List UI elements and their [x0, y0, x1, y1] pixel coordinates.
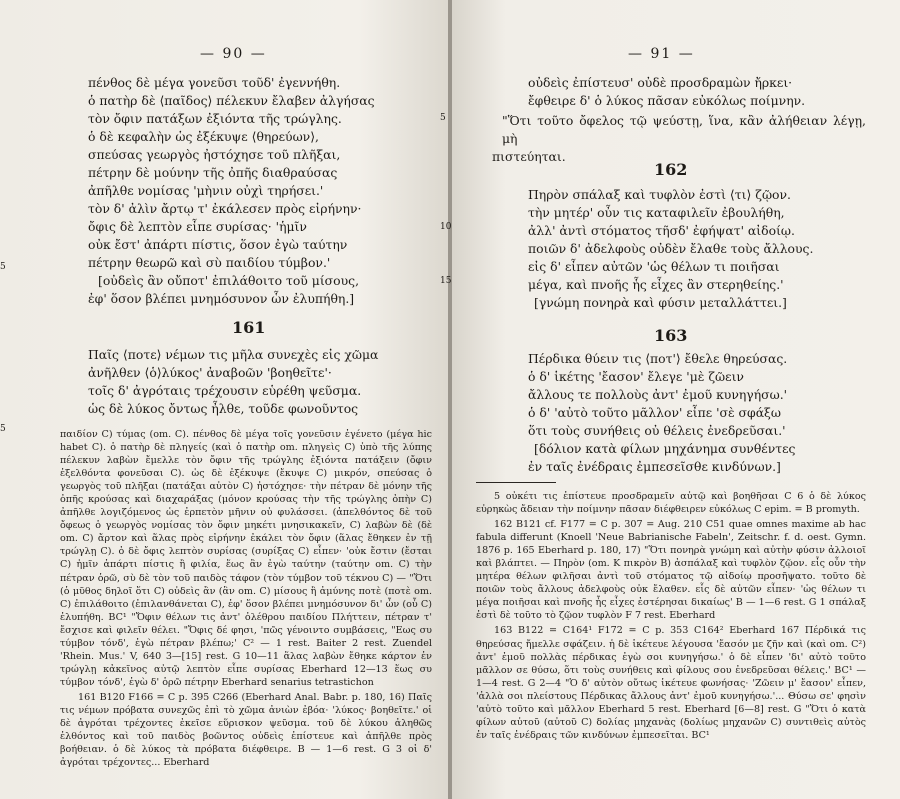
verse-line: ὡς δὲ λύκος ὄντως ἦλθε, τοῦδε φωνοῦντος: [88, 401, 359, 416]
verse-line: εἰς δ' εἶπεν αὐτῶν 'ὡς θέλων τι ποιῆσαι: [528, 259, 780, 274]
apparatus-rule: [476, 482, 556, 483]
verse-line: τὴν μητέρ' οὖν τις καταφιλεῖν ἐβουλήθη,: [528, 205, 785, 220]
promythium: [492, 112, 866, 166]
verse-line: Παῖς ⟨ποτε⟩ νέμων τις μῆλα συνεχὲς εἰς χῶμα: [88, 347, 379, 362]
apparatus-paragraph: 163 B122 = C164¹ F172 = C p. 353 C164² Eberhard 167 Πέρδικά τις θηρεύσας ἤμελλε σφάζειν. ἡ δὲ ἱκέτευε λέγουσα 'ἔασόν με ζῆν καὶ (καὶ om. C²) ἀντ' ἐμοῦ πολλὰς πέρδικας ἐγὼ σοι κυνηγήσω.' ὁ δὲ εἶπεν 'δι' αὐτὸ τοῦτο μᾶλλον σε θύσω, ὅτι τοὺς συνήθεις καὶ φίλους σου ἐνεδρεῦσαι θέλεις.' BC¹ — 1—4 rest. G 2—4 "Ὁ δ' αὐτὸν οὔτως ἱκέτευε φωνήσας· 'Ζῶειν μ' ἔασον' εἶπεν, 'ἀλλὰ σοι πλείστους Πέρδικας ἄλλους ἀντ' ἐμοῦ κυνηγήσω.'... Θύσω σε' φησὶν 'αὐτὸ τοῦτο καὶ μᾶλλον Eberhard 5 rest. Eberhard [6—8] rest. G "Ὅτι ὁ κατὰ φίλων αὐτοῦ (αὐτοῦ C) δολίας μηχανὰς (δολίως μηχανῶν C) συντιθεὶς αὐτὸς ἐν ταῖς ἐνέδραις τῶν κινδύνων ἐμπεσεῖται. BC¹: [476, 625, 866, 741]
line-number: 5: [0, 424, 6, 434]
verse-line: ἀπῆλθε νομίσας 'μὴνιν οὐχὶ τηρήσει.': [88, 183, 324, 198]
line-number: 5: [0, 262, 6, 272]
page-number: — 91 —: [628, 46, 695, 62]
fable-number: 163: [654, 326, 688, 345]
verse-line: οὐδεὶς ἐπίστευσ' οὐδὲ προσδραμὼν ἤρκει·: [528, 75, 793, 90]
verse-line: ἀνῆλθεν ⟨ὁ⟩λύκος' ἀναβοῶν 'βοηθεῖτε'·: [88, 365, 332, 380]
verse-line: πέτρην δὲ μούνην τῆς ὀπῆς διαθραύσας: [88, 165, 338, 180]
verse-line: ὁ δ' 'αὐτὸ τοῦτο μᾶλλον' εἶπε 'σὲ σφάξω: [528, 405, 781, 420]
verse-line: ποιῶν δ' ἀδελφοὺς οὐδὲν ἔλαθε τοὺς ἄλλους.: [528, 241, 814, 256]
verse-block-top: [88, 74, 375, 308]
line-number: 15: [440, 276, 452, 286]
verse-line: ἔφθειρε δ' ὁ λύκος πᾶσαν εὐκόλως ποίμνην.: [528, 93, 806, 108]
verse-line: τοῖς δ' ἀγρόταις τρέχουσιν εὑρέθη ψεῦσμα.: [88, 383, 362, 398]
verse-line: πέτρην θεωρῶ καὶ σὺ παιδίου τύμβον.': [88, 255, 331, 270]
epimythium-line: [οὐδεὶς ἂν οὔποτ' ἐπιλάθοιτο τοῦ μίσους,: [98, 273, 360, 288]
verse-block-top-right: [528, 74, 805, 110]
apparatus-paragraph: παιδίον C) τύμας (om. C). πένθος δὲ μέγα τοῖς γονεῦσιν ἐγένετο (μέγα hic habet C). ὁ πατὴρ δὲ πληγείς (καὶ ὁ πατὴρ om. πληγεὶς C) ὑπὸ τῆς λύπης πέλεκυν λαβὼν ἔμελλε τὸν ὄφιν τῆς τρώγλης ἐξιόντα πατάξειν (ὄφιν ἐξελθόντα φονεῦσαι C). ὡς δὲ ἐξέκυψε (ἔκυψε C) μικρόν, σπεύσας ὁ γεωργὸς τοῦ πλῆξαι (πατάξαι αὐτὸν C) ἠστόχησε· τὴν πέτραν δὲ μόνην τῆς ὀπῆς κρούσας καὶ διαχαράξας (μόνον κρούσας τὴν τῆς τρώγλης ὀπὴν C) ἀπῆλθε λογιζόμενος ὡς ἐρπετὸν μῆνιν οὐ φυλάσσει. (ἀπελθόντος δὲ τοῦ ὄφεως ὁ γεωργὸς νομίσας τὸν ὄφιν μηκέτι μνησικακεῖν, C) λαβὼν δὲ (δὲ om. C) ἄρτον καὶ ἅλας πρὸς εἰρήνην ἐκάλει τὸν ὄφιν (ἅλας ἔθηκεν ἐν τῇ τρώγλῃ C). ὁ δὲ ὄφις λεπτὸν συρίσας (συρίξας C) εἶπεν· 'οὐκ ἔστιν (ἔσται C) ἡμῖν ἀπάρτι πίστις ἢ φιλία, ἕως ἂν ἐγὼ ταύτην (ταύτην om. C) τὴν πέτραν ὁρῶ, σὺ δὲ τὸν τοῦ παιδὸς τάφον (τὸν τύμβον τοῦ τέκνου C) — "Ὅτι (ὁ μῦθος δηλοῖ ὅτι C) οὐδεὶς ἂν (ἂν om. C) μίσους ἢ ἀμύνης ποτὲ (ποτὲ om. C) ἐπιλάθοιτο (ἐπιλανθάνεται C), ἐφ' ὅσον βλέπει μνημόσυνον δι' ὧν (οὗ C) ἐλυπήθη. BC¹ "Ὄφιν θέλων τις ἀντ' ὀλέθρου παιδίου Πλήττειν, πέτραν τ' ἔσχισε καὶ φιλεῖν θέλει. "Ὄφις δέ φησι, 'πῶς γένοιντο συμβάσεις, "Εως συ τύμβον τόνδ', ἐγὼ πέτραν βλέπω;' C² — 1 rest. Baiter 2 rest. Zuendel 'Rhein. Mus.' V, 640 3—[15] rest. G 10—11 ἅλας λαβὼν ἔθηκε κάρτον ἐν τρώγλῃ κἀκεῖνος αὐτῷ λεπτὸν εἶπε συρίσας Eberhard 12—13 ἕως συ τύμβον τόνδ', ἐγὼ δ' ὁρῶ πέτρην Eberhard senarius tetrastichon: [60, 429, 432, 688]
apparatus-paragraph: 161 B120 F166 = C p. 395 C266 (Eberhard Anal. Babr. p. 180, 16) Παῖς τις νέμων πρόβατα συνεχῶς ἐπὶ τὸ χῶμα ἀνιὼν ἐβόα· 'λύκος· βοηθεῖτε.' οἱ δὲ ἀγρόται τρέχοντες ἐκεῖσε εὕρισκον ψεῦσμα. τοῦ δὲ λύκου ἀληθῶς ἐλθόντος καὶ τοῦ παιδὸς βοῶντος οὐδεὶς ἐπίστευε καὶ ἀπῆλθε πρὸς βοήθειαν. ὁ δὲ λύκος τὰ πρόβατα διέφθειρε. B — 1—6 rest. G 3 οἱ δ' ἀγρόται τρέχοντες... Eberhard: [60, 691, 432, 769]
verse-line: πένθος δὲ μέγα γονεῦσι τοῦδ' ἐγεννήθη.: [88, 75, 341, 90]
epimythium-line: [δόλιον κατὰ φίλων μηχάνημα συνθέντες: [534, 441, 796, 456]
verse-block-162: [528, 186, 813, 312]
verse-line: Πηρὸν σπάλαξ καὶ τυφλὸν ἐστὶ ⟨τι⟩ ζῷον.: [528, 187, 791, 202]
verse-line: τὸν δ' ἀλὶν ἄρτῳ τ' ἐκάλεσεν πρὸς εἰρήνην·: [88, 201, 362, 216]
verse-line: ὄφις δὲ λεπτὸν εἶπε συρίσας· 'ἡμῖν: [88, 219, 307, 234]
line-number: 5: [440, 113, 446, 123]
verse-block-161: [88, 346, 378, 418]
epimythium-line: [γνώμη πονηρὰ καὶ φύσιν μεταλλάττει.]: [534, 295, 787, 310]
verse-line: σπεύσας γεωργὸς ἠστόχησε τοῦ πλῆξαι,: [88, 147, 341, 162]
verse-line: ἀλλ' ἀντὶ στόματος τῆσδ' ἐφήψατ' αἰδοίῳ.: [528, 223, 795, 238]
verse-line: μέγα, καὶ πνοῆς ἧς εἶχες ἂν στερηθείης.': [528, 277, 784, 292]
fable-number: 161: [232, 318, 266, 337]
verse-line: ὁ δ' ἱκέτης 'ἔασον' ἔλεγε 'μὲ ζῶειν: [528, 369, 744, 384]
critical-apparatus: [60, 428, 432, 769]
apparatus-paragraph: 162 B121 cf. F177 = C p. 307 = Aug. 210 C51 quae omnes maxime ab hac fabula differunt (Knoell 'Neue Babrianische Fabeln', Zeitschr. f. d. oest. Gymn. 1876 p. 165 Eberhard p. 180, 17) "Ὅτι πονηρὰ γνώμη καὶ αὐτὴν φύσιν ἀλλοιοῖ καὶ βλάπτει. — Πηρὸν (om. K πικρὸν B) ἀσπάλαξ καὶ τυφλὸν ζῷον. εἷς οὖν τὴν μητέρα θέλων φιλῆσαι ἀντὶ τοῦ στόματος τῷ αἰδοίῳ προσῆψατο. τοῦτο δὲ ποιῶν τοὺς ἄλλους ἀδελφοὺς οὐκ ἔλαθεν. εἷς δὲ αὐτῶν εἶπεν· 'ὡς θέλων τι μέγα ποιῆσαι καὶ πνοῆς ἧς εἶχες ἐστέρησαι δικαίως' B — 1—6 rest. G 1 σπάλαξ ἐστὶ δὲ τοῦτο τὸ ζῷον τυφλὸν F 7 rest. Eberhard: [476, 519, 866, 622]
verse-line: ἄλλους τε πολλοὺς ἀντ' ἐμοῦ κυνηγήσω.': [528, 387, 788, 402]
verse-block-163: [528, 350, 795, 476]
epimythium-line: ἐν ταῖς ἐνέδραις ἐμπεσεῖσθε κινδύνων.]: [528, 459, 781, 474]
prose-line: "Ὅτι τοῦτο ὄφελος τῷ ψεύστῃ, ἵνα, κἂν ἀλήθειαν λέγῃ, μὴ: [502, 113, 866, 146]
critical-apparatus: [476, 490, 866, 742]
verse-line: οὐκ ἔστ' ἀπάρτι πίστις, ὅσον ἐγὼ ταύτην: [88, 237, 348, 252]
apparatus-paragraph: 5 οὐκέτι τις ἐπίστευε προσδραμεῖν αὐτῷ καὶ βοηθῆσαι C 6 ὁ δὲ λύκος εὐρηκὼς ἄδειαν τὴν ποίμνην πᾶσαν διέφθειρεν εὐκόλως C epim. = B promyth.: [476, 491, 866, 516]
prose-line: πιστεύηται.: [492, 149, 566, 164]
line-number: 10: [440, 222, 452, 232]
verse-line: Πέρδικα θύειν τις ⟨ποτ'⟩ ἔθελε θηρεύσας.: [528, 351, 788, 366]
verse-line: ὁ πατὴρ δὲ ⟨παῖδος⟩ πέλεκυν ἔλαβεν ἀλγήσας: [88, 93, 375, 108]
page-number: — 90 —: [200, 46, 267, 62]
verse-line: ὅτι τοὺς συνήθεις οὐ θέλεις ἐνεδρεῦσαι.': [528, 423, 786, 438]
fable-number: 162: [654, 160, 688, 179]
verse-line: τὸν ὄφιν πατάξων ἐξιόντα τῆς τρώγλης.: [88, 111, 342, 126]
epimythium-line: ἐφ' ὅσον βλέπει μνημόσυνον ὧν ἐλυπήθη.]: [88, 291, 355, 306]
verse-line: ὁ δὲ κεφαλὴν ὡς ἐξέκυψε ⟨θηρεύων⟩,: [88, 129, 319, 144]
